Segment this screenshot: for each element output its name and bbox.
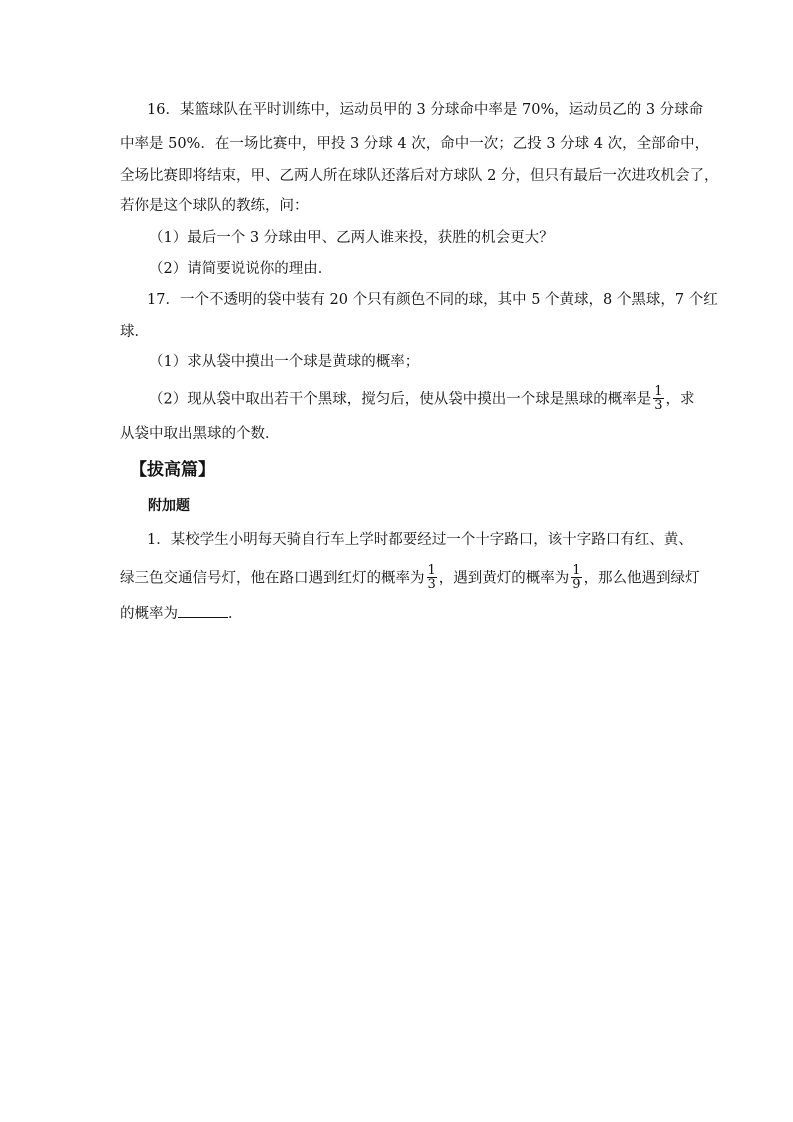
q17-line1: 17．一个不透明的袋中装有 20 个只有颜色不同的球，其中 5 个黄球，8 个黑球，7 个红 <box>147 292 718 308</box>
bonus1-line3-text-a: 的概率为 <box>120 606 178 622</box>
q17-part2-text-after: ，求 <box>665 391 695 408</box>
q17-fraction-numerator: 1 <box>654 384 663 399</box>
bonus1-fraction-yellow <box>571 564 581 591</box>
bonus1-line3-text-b: ． <box>228 606 243 622</box>
answer-blank[interactable] <box>178 603 228 618</box>
bonus1-fraction-red-numerator: 1 <box>427 563 436 578</box>
bonus1-line2-text-c: ，那么他遇到绿灯 <box>583 570 700 587</box>
q17-line-last: 从袋中取出黑球的个数． <box>120 426 280 442</box>
q16-line1: 16．某篮球队在平时训练中，运动员甲的 3 分球命中率是 70%，运动员乙的 3 分球命 <box>147 102 704 118</box>
q17-part1: （1）求从袋中摸出一个球是黄球的概率； <box>149 354 420 370</box>
bonus1-fraction-red <box>427 564 437 591</box>
q16-part1: （1）最后一个 3 分球由甲、乙两人谁来投，获胜的机会更大？ <box>149 230 554 246</box>
bonus1-fraction-yellow-numerator: 1 <box>572 563 581 578</box>
q17-line2: 球． <box>120 324 149 340</box>
bonus1-line3 <box>120 603 243 624</box>
q16-line2: 中率是 50%．在一场比赛中，甲投 3 分球 4 次，命中一次；乙投 3 分球 4 次，全部命中， <box>120 136 710 152</box>
q17-fraction-denominator: 3 <box>654 398 663 413</box>
bonus1-line1: 1．某校学生小明每天骑自行车上学时都要经过一个十字路口，该十字路口有红、黄、 <box>147 532 693 548</box>
bonus1-line2-text-a: 绿三色交通信号灯，他在路口遇到红灯的概率为 <box>120 570 425 587</box>
q17-fraction <box>653 385 663 412</box>
q16-part2: （2）请简要说说你的理由． <box>149 261 333 277</box>
bonus1-fraction-yellow-denominator: 9 <box>572 577 581 592</box>
bonus1-line2 <box>120 565 700 592</box>
section-heading: 【拔高篇】 <box>130 460 215 480</box>
q17-part2 <box>149 386 695 413</box>
bonus1-fraction-red-denominator: 3 <box>427 577 436 592</box>
q17-part2-text-before: （2）现从袋中取出若干个黑球，搅匀后，使从袋中摸出一个球是黑球的概率是 <box>149 391 652 408</box>
q16-line4: 若你是这个球队的教练，问： <box>120 198 309 214</box>
q16-line3: 全场比赛即将结束，甲、乙两人所在球队还落后对方球队 2 分，但只有最后一次进攻机会了， <box>120 168 719 184</box>
bonus1-line2-text-b: ，遇到黄灯的概率为 <box>438 570 570 587</box>
section-subheading: 附加题 <box>148 498 190 514</box>
